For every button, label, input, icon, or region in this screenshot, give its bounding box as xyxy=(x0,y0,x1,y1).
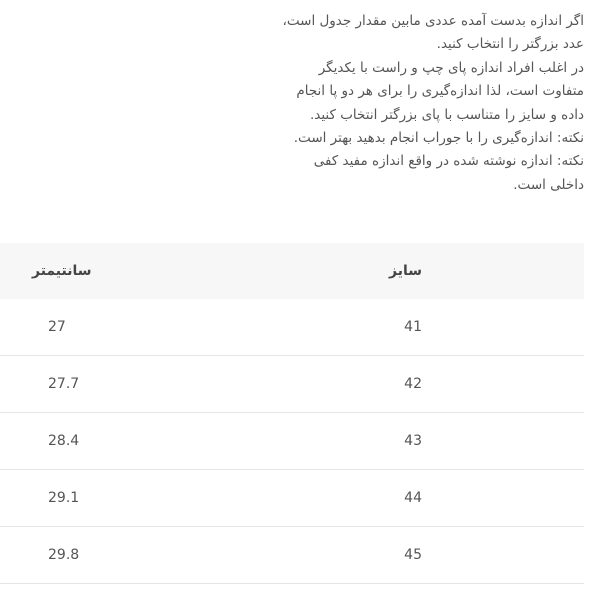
instruction-line: نکته: اندازه‌گیری را با جوراب انجام بدهید بهتر است. xyxy=(293,130,584,147)
centimeter-value: 29.1 xyxy=(48,490,80,506)
size-cell xyxy=(130,356,584,413)
centimeter-cell xyxy=(0,299,130,356)
centimeter-header-label: سانتیمتر xyxy=(32,263,92,279)
table-row xyxy=(0,299,584,356)
centimeter-cell xyxy=(0,413,130,470)
size-cell xyxy=(130,299,584,356)
size-cell xyxy=(130,470,584,527)
size-cell xyxy=(130,527,584,584)
centimeter-value: 27.7 xyxy=(48,376,80,392)
table-row xyxy=(0,356,584,413)
centimeter-cell xyxy=(0,356,130,413)
instruction-line: در اغلب افراد اندازه پای چپ و راست با یکدیگر xyxy=(318,59,584,76)
table-row xyxy=(0,470,584,527)
size-value: 42 xyxy=(404,376,422,392)
centimeter-cell xyxy=(0,470,130,527)
size-value: 44 xyxy=(404,490,422,506)
centimeter-value: 29.8 xyxy=(48,547,80,563)
centimeter-value: 27 xyxy=(48,319,66,335)
table-row xyxy=(0,527,584,584)
size-column-header xyxy=(130,243,584,299)
header-row xyxy=(0,243,584,299)
size-table xyxy=(0,243,584,584)
centimeter-cell xyxy=(0,527,130,584)
instruction-line: نکته: اندازه نوشته شده در واقع اندازه مفید کفی xyxy=(313,153,584,170)
instruction-line: اگر اندازه بدست آمده عددی مابین مقدار جدول است، xyxy=(282,13,584,29)
centimeter-column-header xyxy=(0,243,130,299)
size-value: 41 xyxy=(404,319,422,335)
centimeter-value: 28.4 xyxy=(48,433,80,449)
size-table-body xyxy=(0,299,584,584)
size-table-header xyxy=(0,243,584,299)
size-cell xyxy=(130,413,584,470)
instruction-line: متفاوت است، لذا اندازه‌گیری را برای هر دو پا انجام xyxy=(296,83,584,100)
instruction-line: داده و سایز را متناسب با پای بزرگتر انتخاب کنید. xyxy=(309,106,584,123)
size-header-label: سایز xyxy=(389,263,422,279)
measurement-instructions xyxy=(254,10,584,197)
table-row xyxy=(0,413,584,470)
size-value: 45 xyxy=(404,547,422,563)
instruction-line: داخلی است. xyxy=(513,176,584,193)
size-value: 43 xyxy=(404,433,422,449)
instruction-line: عدد بزرگتر را انتخاب کنید. xyxy=(436,36,584,53)
